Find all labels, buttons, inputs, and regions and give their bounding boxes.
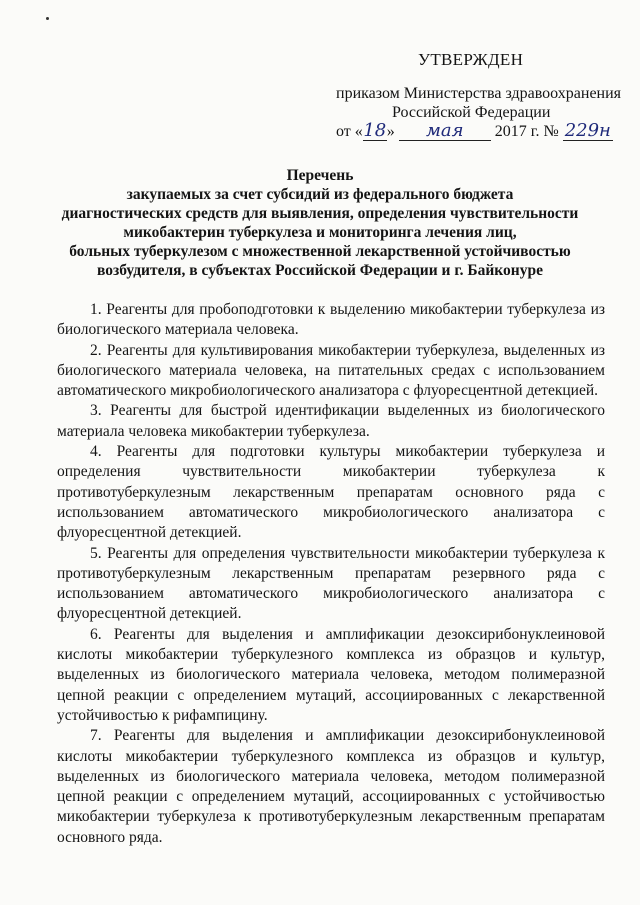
order-number-field [563,120,613,141]
heading-line: диагностических средств для выявления, определения чувствительности [61,205,579,222]
list-item: 3. Реагенты для быстрой идентификации выделенных из биологического материала человека микобактерии туберкулеза. [57,402,605,440]
date-prefix: от « [336,123,363,140]
approved-title: УТВЕРЖДЕН [418,50,524,69]
heading-title: Перечень [286,167,354,184]
list-item: 7. Реагенты для выделения и амплификации дезоксирибонуклеиновой кислоты микобактерии туберкулезного комплекса из образцов и культур, выделенных из биологического материала человека, методом полимеразной цепной реакции с определением мутаций, ассоциированных с устойчивостью микобактерии туберкулеза к противотуберкулезным лекарственным препаратам основного ряда. [57,727,605,846]
heading-line: возбудителя, в субъектах Российской Федерации и г. Байконуре [97,262,543,279]
date-month-field [399,120,491,141]
list-item: 6. Реагенты для выделения и амплификации дезоксирибонуклеиновой кислоты микобактерии туберкулезного комплекса из образцов и культур, выделенных из биологического материала человека, методом полимеразной цепной реакции с определением мутаций, ассоциированных с лекарственной устойчивостью к рифампицину. [57,625,605,724]
date-mid: » [386,123,395,140]
approval-date-line [336,122,626,141]
heading-line: микобактерин туберкулеза и мониторинга лечения лиц, [123,224,517,241]
approval-block [336,50,626,141]
scan-speck [46,17,49,20]
heading-line: закупаемых за счет субсидий из федерального бюджета [126,186,514,203]
heading-line: больных туберкулезом с множественной лекарственной устойчивостью [69,243,571,260]
list-item: 4. Реагенты для подготовки культуры микобактерии туберкулеза и определения чувствительности микобактерии туберкулеза к противотуберкулезным лекарственным препаратам основного ряда с использованием автоматического микробиологического анализатора с флуоресцентной детекцией. [57,443,605,542]
list-item: 1. Реагенты для пробоподготовки к выделению микобактерии туберкулеза из биологического материала человека. [57,301,605,339]
date-day-handwritten: 18 [363,120,387,141]
order-number-handwritten: 229н [564,120,611,141]
list-item: 5. Реагенты для определения чувствительности микобактерии туберкулеза к противотуберкулезным лекарственным препаратам резервного ряда с использованием автоматического микробиологического анализатора с флуоресцентной детекцией. [57,544,605,623]
date-year: 2017 г. № [494,123,559,140]
items-list [57,300,605,848]
approval-federation-line: Российской Федерации [392,104,551,121]
approval-ministry-line: приказом Министерства здравоохранения [336,85,622,102]
date-month-handwritten: мая [425,120,464,141]
list-item: 2. Реагенты для культивирования микобактерии туберкулеза, выделенных из биологического материала человека, на питательных средах с использованием автоматического микробиологического анализатора с флуоресцентной детекцией. [57,341,605,400]
document-heading [40,166,600,280]
date-day-field [363,120,387,141]
